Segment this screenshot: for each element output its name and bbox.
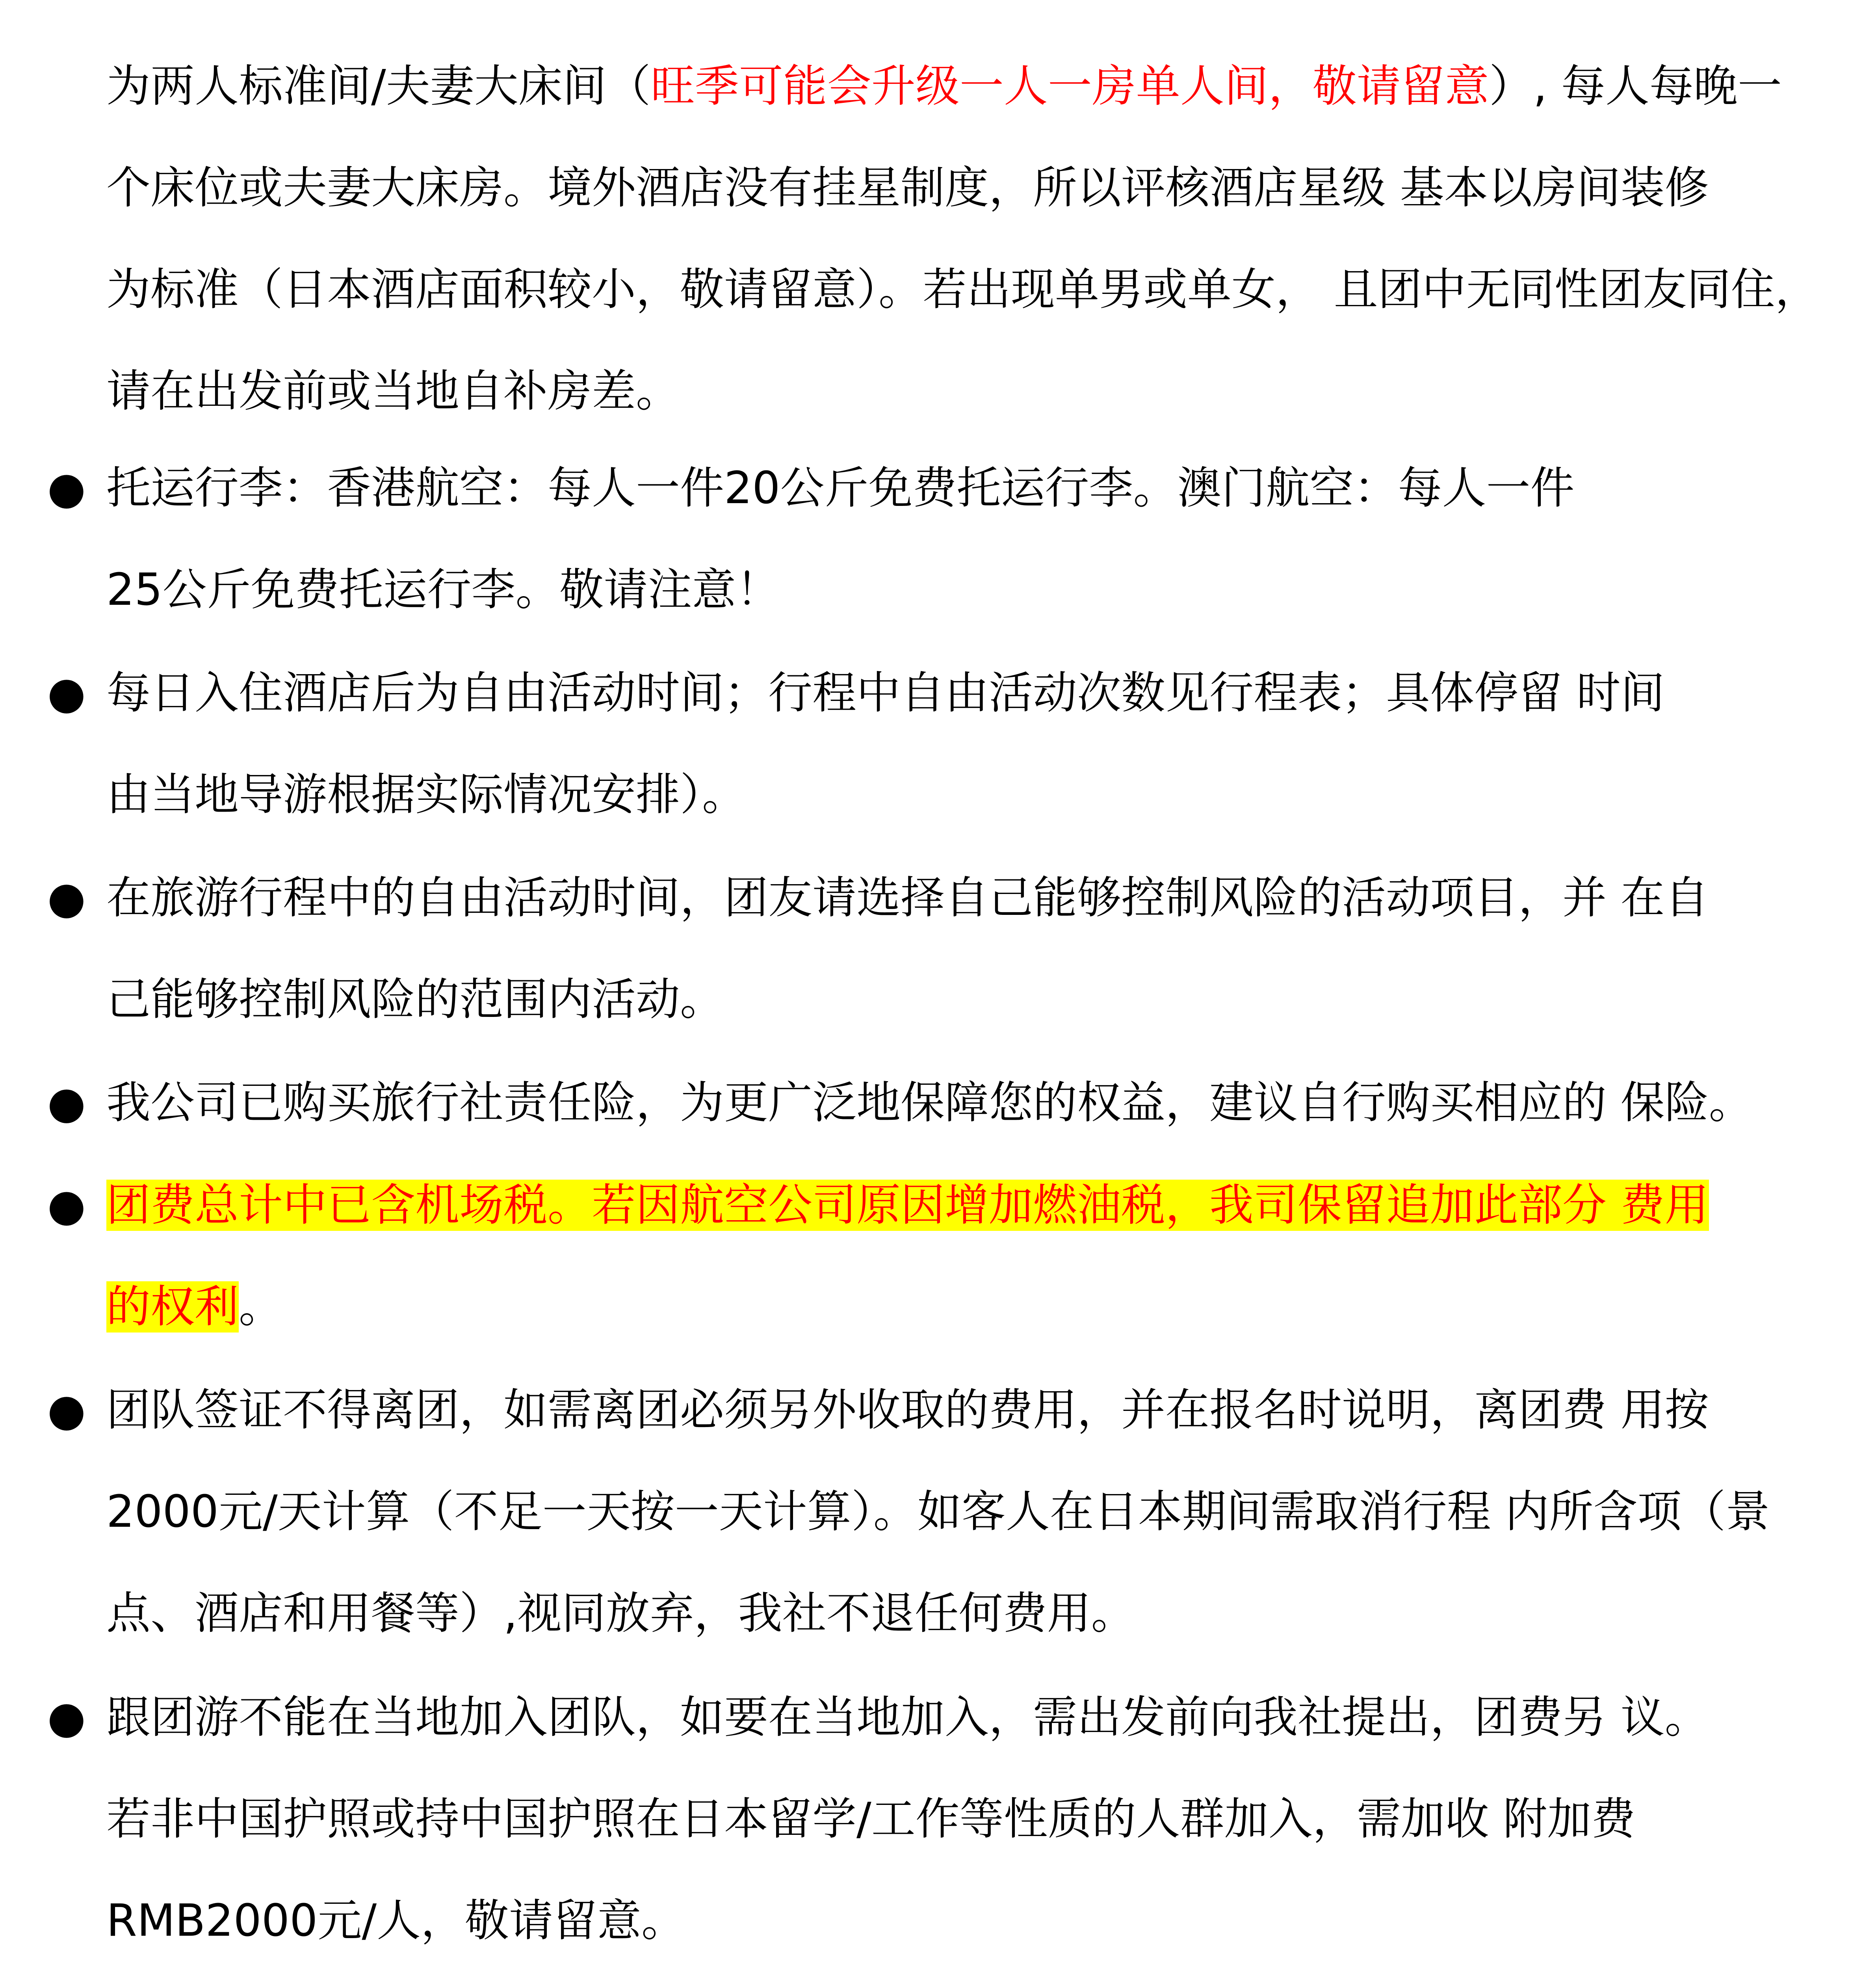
para-risk-control — [47, 847, 1836, 1050]
text-line: 己能够控制风险的范围内活动。 — [106, 974, 724, 1025]
para-free-time — [47, 642, 1836, 846]
text-line: RMB2000元/人，敬请留意。 — [106, 1895, 686, 1946]
peak-season-upgrade-note: 旺季可能会升级一人一房单人间，敬请留意 — [650, 61, 1489, 112]
text-line: 若非中国护照或持中国护照在日本留学/工作等性质的人群加入，需加收 附加费 — [106, 1793, 1636, 1845]
text-line: 为两人标准间/夫妻大床间（旺季可能会升级一人一房单人间，敬请留意）, 每人每晚一 — [106, 61, 1782, 112]
fuel-tax-highlight: 团费总计中已含机场税。若因航空公司原因增加燃油税，我司保留追加此部分 费用 — [106, 1180, 1709, 1231]
text-line: ● 我公司已购买旅行社责任险，为更广泛地保障您的权益，建议自行购买相应的 保险。 — [47, 1052, 1836, 1154]
para-group-visa — [47, 1359, 1836, 1664]
text-line: ● 在旅游行程中的自由活动时间，团友请选择自己能够控制风险的活动项目，并 在自 — [47, 847, 1836, 949]
text-line: 个床位或夫妻大床房。境外酒店没有挂星制度，所以评核酒店星级 基本以房间装修 — [106, 162, 1709, 214]
text-line: 的权利。 — [106, 1281, 283, 1333]
text-line: 2000元/天计算（不足一天按一天计算）。如客人在日本期间需取消行程 内所含项（景 — [106, 1486, 1770, 1537]
text-line: 点、酒店和用餐等）,视同放弃，我社不退任何费用。 — [106, 1588, 1135, 1639]
para-fuel-tax — [47, 1154, 1836, 1358]
fuel-tax-highlight: 的权利 — [106, 1281, 239, 1333]
text-line: 25公斤免费托运行李。敬请注意！ — [106, 564, 780, 615]
text-line — [47, 1154, 1836, 1256]
para-checked-luggage — [47, 437, 1836, 641]
text-line: ● 每日入住酒店后为自由活动时间；行程中自由活动次数见行程表；具体停留 时间 — [47, 642, 1836, 744]
text-line: ● 托运行李：香港航空：每人一件20公斤免费托运行李。澳门航空：每人一件 — [47, 437, 1836, 539]
bullet-icon: ● — [47, 1077, 86, 1128]
para-insurance — [47, 1052, 1836, 1154]
bullet-icon: ● — [47, 1180, 86, 1231]
para-room-arrangement — [47, 35, 1836, 442]
bullet-icon: ● — [47, 1692, 86, 1743]
bullet-icon: ● — [47, 1385, 86, 1436]
text-line: 为标准（日本酒店面积较小，敬请留意）。若出现单男或单女， 且团中无同性团友同住， — [106, 264, 1819, 315]
text-line: ● 团队签证不得离团，如需离团必须另外收取的费用，并在报名时说明，离团费 用按 — [47, 1359, 1836, 1461]
text-line: ● 跟团游不能在当地加入团队，如要在当地加入，需出发前向我社提出，团费另 议。 — [47, 1667, 1836, 1768]
bullet-icon: ● — [47, 872, 86, 924]
text-line: 由当地导游根据实际情况安排）。 — [106, 769, 746, 820]
para-join-locally — [47, 1667, 1836, 1970]
bullet-icon: ● — [47, 667, 86, 719]
bullet-icon: ● — [47, 463, 86, 514]
text-line: 请在出发前或当地自补房差。 — [106, 366, 680, 417]
